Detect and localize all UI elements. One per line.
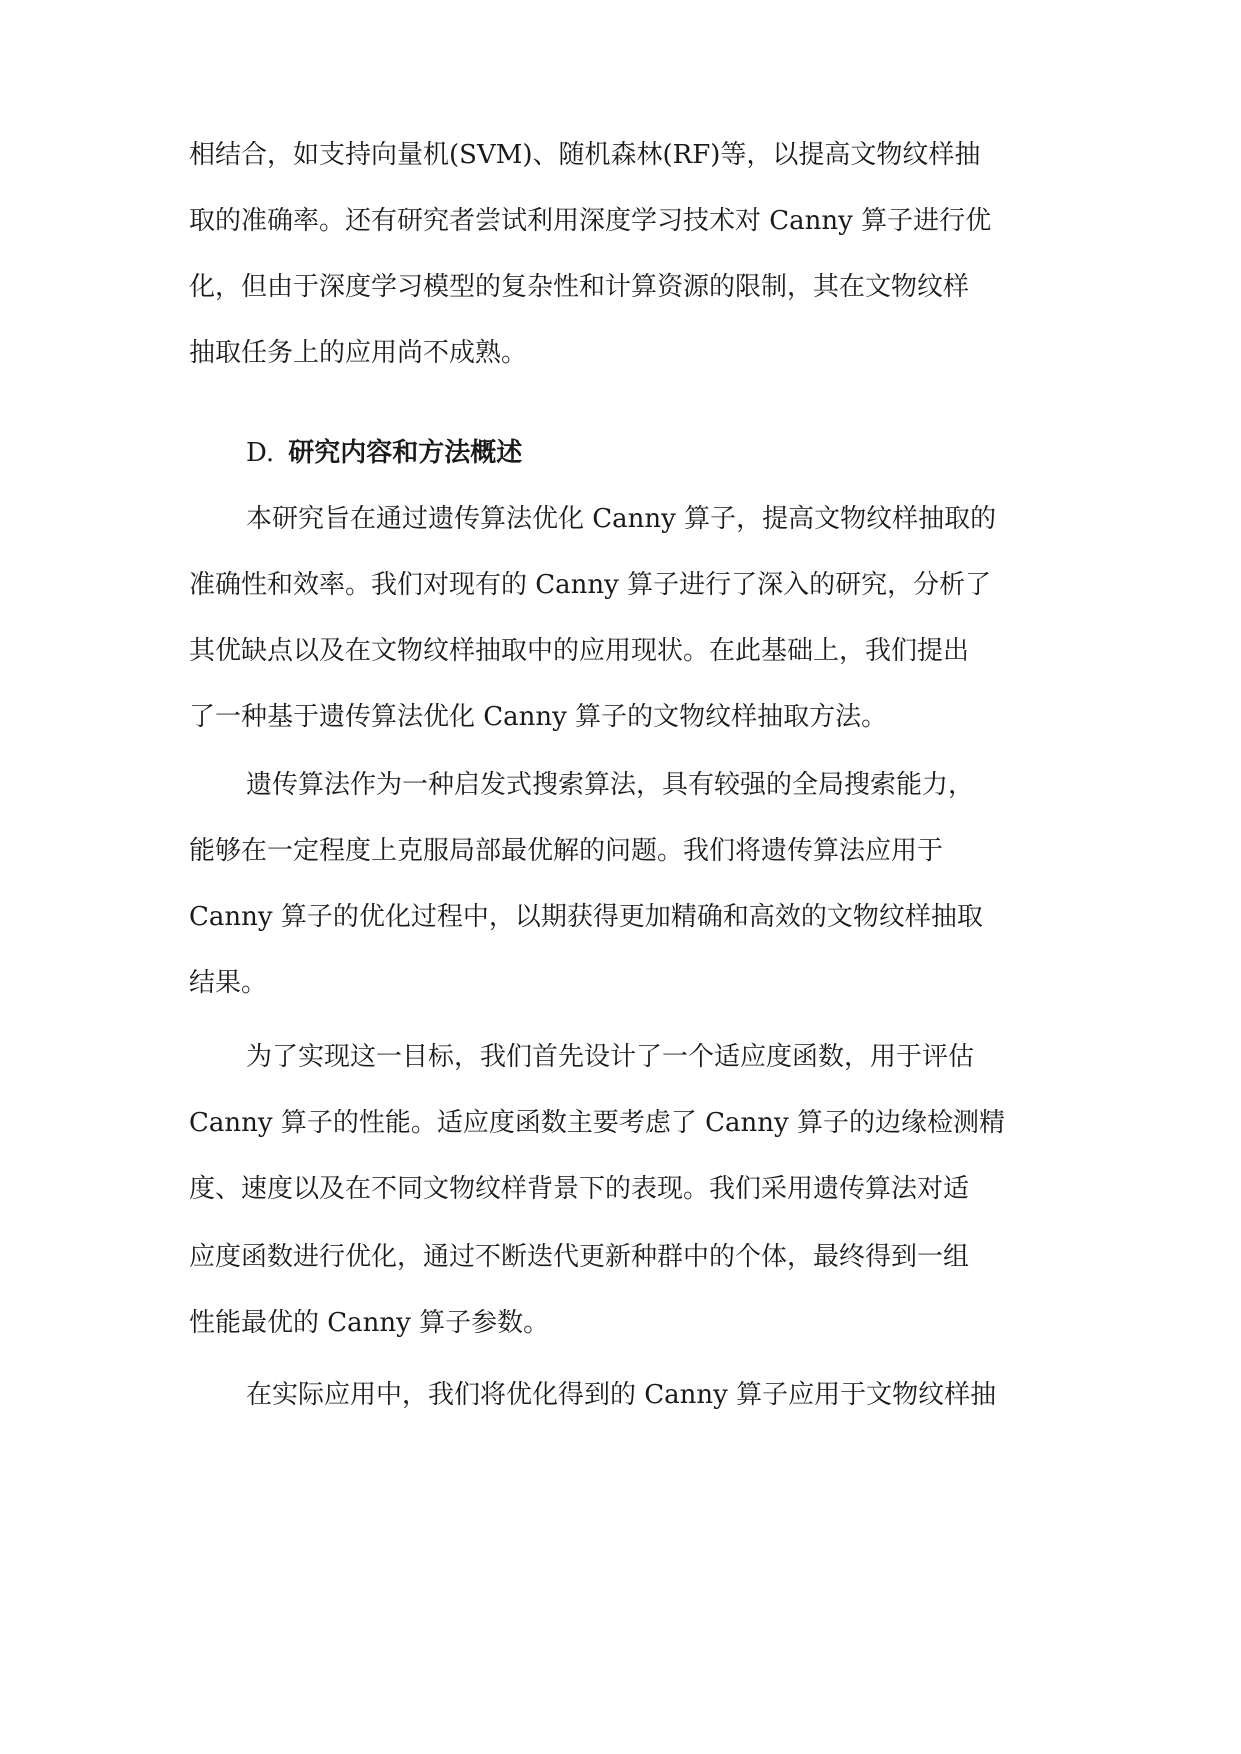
paragraph-line: 化，但由于深度学习模型的复杂性和计算资源的限制，其在文物纹样 xyxy=(189,272,970,302)
paragraph-line: 取的准确率。还有研究者尝试利用深度学习技术对 Canny 算子进行优 xyxy=(189,206,992,236)
paragraph-line: 在实际应用中，我们将优化得到的 Canny 算子应用于文物纹样抽 xyxy=(246,1380,997,1410)
paragraph-line: 为了实现这一目标，我们首先设计了一个适应度函数，用于评估 xyxy=(246,1042,975,1072)
paragraph-line: 抽取任务上的应用尚不成熟。 xyxy=(189,338,528,368)
section-label: D. xyxy=(246,438,275,468)
paragraph-line: Canny 算子的优化过程中，以期获得更加精确和高效的文物纹样抽取 xyxy=(189,902,983,932)
paragraph-line: 应度函数进行优化，通过不断迭代更新种群中的个体，最终得到一组 xyxy=(189,1242,970,1272)
paragraph-line: 其优缺点以及在文物纹样抽取中的应用现状。在此基础上，我们提出 xyxy=(189,636,970,666)
paragraph-line: 性能最优的 Canny 算子参数。 xyxy=(189,1308,550,1338)
paragraph-line: 结果。 xyxy=(189,968,268,998)
section-title: 研究内容和方法概述 xyxy=(288,438,523,468)
paragraph-line: 相结合，如支持向量机(SVM)、随机森林(RF)等，以提高文物纹样抽 xyxy=(189,140,981,170)
paragraph-line: 本研究旨在通过遗传算法优化 Canny 算子，提高文物纹样抽取的 xyxy=(246,504,997,534)
paragraph-line: 了一种基于遗传算法优化 Canny 算子的文物纹样抽取方法。 xyxy=(189,702,888,732)
section-heading xyxy=(246,436,522,470)
paragraph-line: 准确性和效率。我们对现有的 Canny 算子进行了深入的研究，分析了 xyxy=(189,570,992,600)
paragraph-line: 度、速度以及在不同文物纹样背景下的表现。我们采用遗传算法对适 xyxy=(189,1174,970,1204)
paragraph-line: 能够在一定程度上克服局部最优解的问题。我们将遗传算法应用于 xyxy=(189,836,944,866)
paragraph-line: 遗传算法作为一种启发式搜索算法，具有较强的全局搜索能力， xyxy=(246,770,975,800)
paragraph-line: Canny 算子的性能。适应度函数主要考虑了 Canny 算子的边缘检测精 xyxy=(189,1108,1005,1138)
